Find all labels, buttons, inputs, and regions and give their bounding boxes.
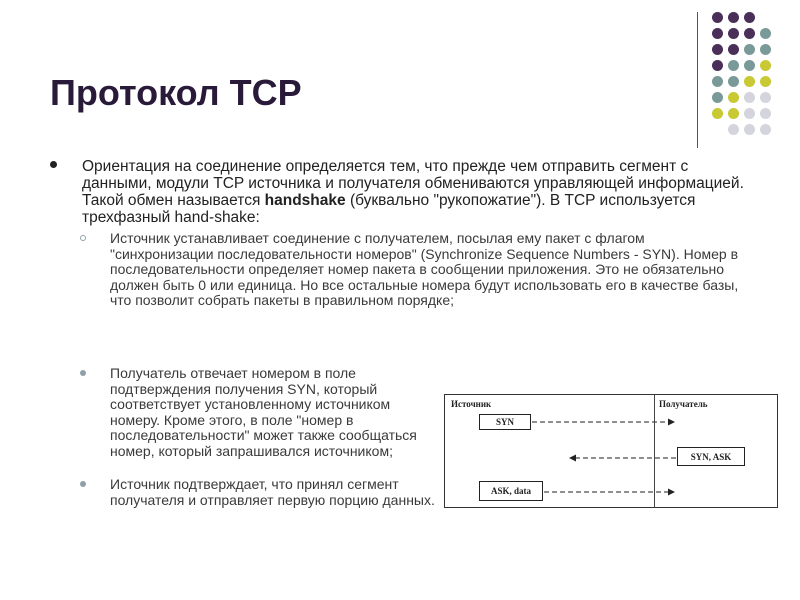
decorative-dot [728,12,739,23]
decorative-dot [760,60,771,71]
decorative-dot [712,76,723,87]
sub-bullet-2-text: Получатель отвечает номером в поле подтверждения получения SYN, который соответствует установленному источником номеру. Кроме этого, в поле "номер в последовательности" может также сообщаться номер, который запрашивался источником; [110,365,417,459]
decorative-dot [744,28,755,39]
diagram-box-syn: SYN [479,414,531,430]
decorative-dot [728,44,739,55]
sub-bullet-marker [80,370,86,376]
decorative-dot [712,92,723,103]
decorative-dot [760,124,771,135]
sub-bullet-3-text: Источник подтверждает, что принял сегмент получателя и отправляет первую порцию данных. [110,476,435,508]
decorative-dot [712,12,723,23]
decorative-dot [760,76,771,87]
diagram-box-ask-data: ASK, data [479,481,543,501]
diagram-receiver-label: Получатель [659,399,708,409]
sub-bullet-1-text: Источник устанавливает соединение с получателем, посылая ему пакет с флагом "синхронизации последовательности номеров" (Synchronize Sequence Numbers - SYN). Номер в последовательности определяет номер пакета в сообщении приложения. Это не обязательно должен быть 0 или единица. Но все остальные номера будут использовать его в качестве базы, что позволит собрать пакеты в правильном порядке; [110,230,739,308]
decorative-dot [728,76,739,87]
decorative-dot [712,108,723,119]
decorative-vertical-line [697,12,698,148]
sub-bullet-2 [50,366,444,459]
decorative-dot [728,108,739,119]
decorative-dot [760,44,771,55]
decorative-dot [728,124,739,135]
decorative-dot [744,12,755,23]
decorative-dot [760,28,771,39]
bullet-marker [50,161,57,168]
decorative-dot [728,92,739,103]
bullet-main-text-end: (буквально "рукопожатие"). В TCP используется трехфазный hand-shake: [82,192,696,226]
decorative-dot [744,108,755,119]
decorative-dot [712,60,723,71]
decorative-dot [744,124,755,135]
decorative-dot [760,92,771,103]
decorative-dot [728,60,739,71]
decorative-dot [744,44,755,55]
decorative-dot [712,44,723,55]
bullet-main [50,158,750,226]
decorative-dot [760,108,771,119]
slide-title: Протокол TCP [50,72,302,113]
bullet-main-text: Ориентация на соединение определяется тем, что прежде чем отправить сегмент с данными, модули TCP источника и получателя обмениваются управляющей информацией. Такой обмен называется [82,158,744,209]
diagram-source-label: Источник [451,399,492,409]
sub-bullet-marker [80,481,86,487]
decorative-dot [744,76,755,87]
diagram-divider [654,395,655,507]
diagram-box-syn-ask: SYN, ASK [677,447,745,466]
decorative-dot [744,60,755,71]
sub-bullet-marker [80,235,86,241]
decorative-dot [744,92,755,103]
bullet-list [50,158,750,309]
handshake-diagram [444,394,778,508]
bullet-main-bold: handshake [264,192,346,209]
sub-bullet-3 [50,477,444,508]
sub-bullet-1 [50,231,750,309]
decorative-dot [712,28,723,39]
decorative-dot [728,28,739,39]
